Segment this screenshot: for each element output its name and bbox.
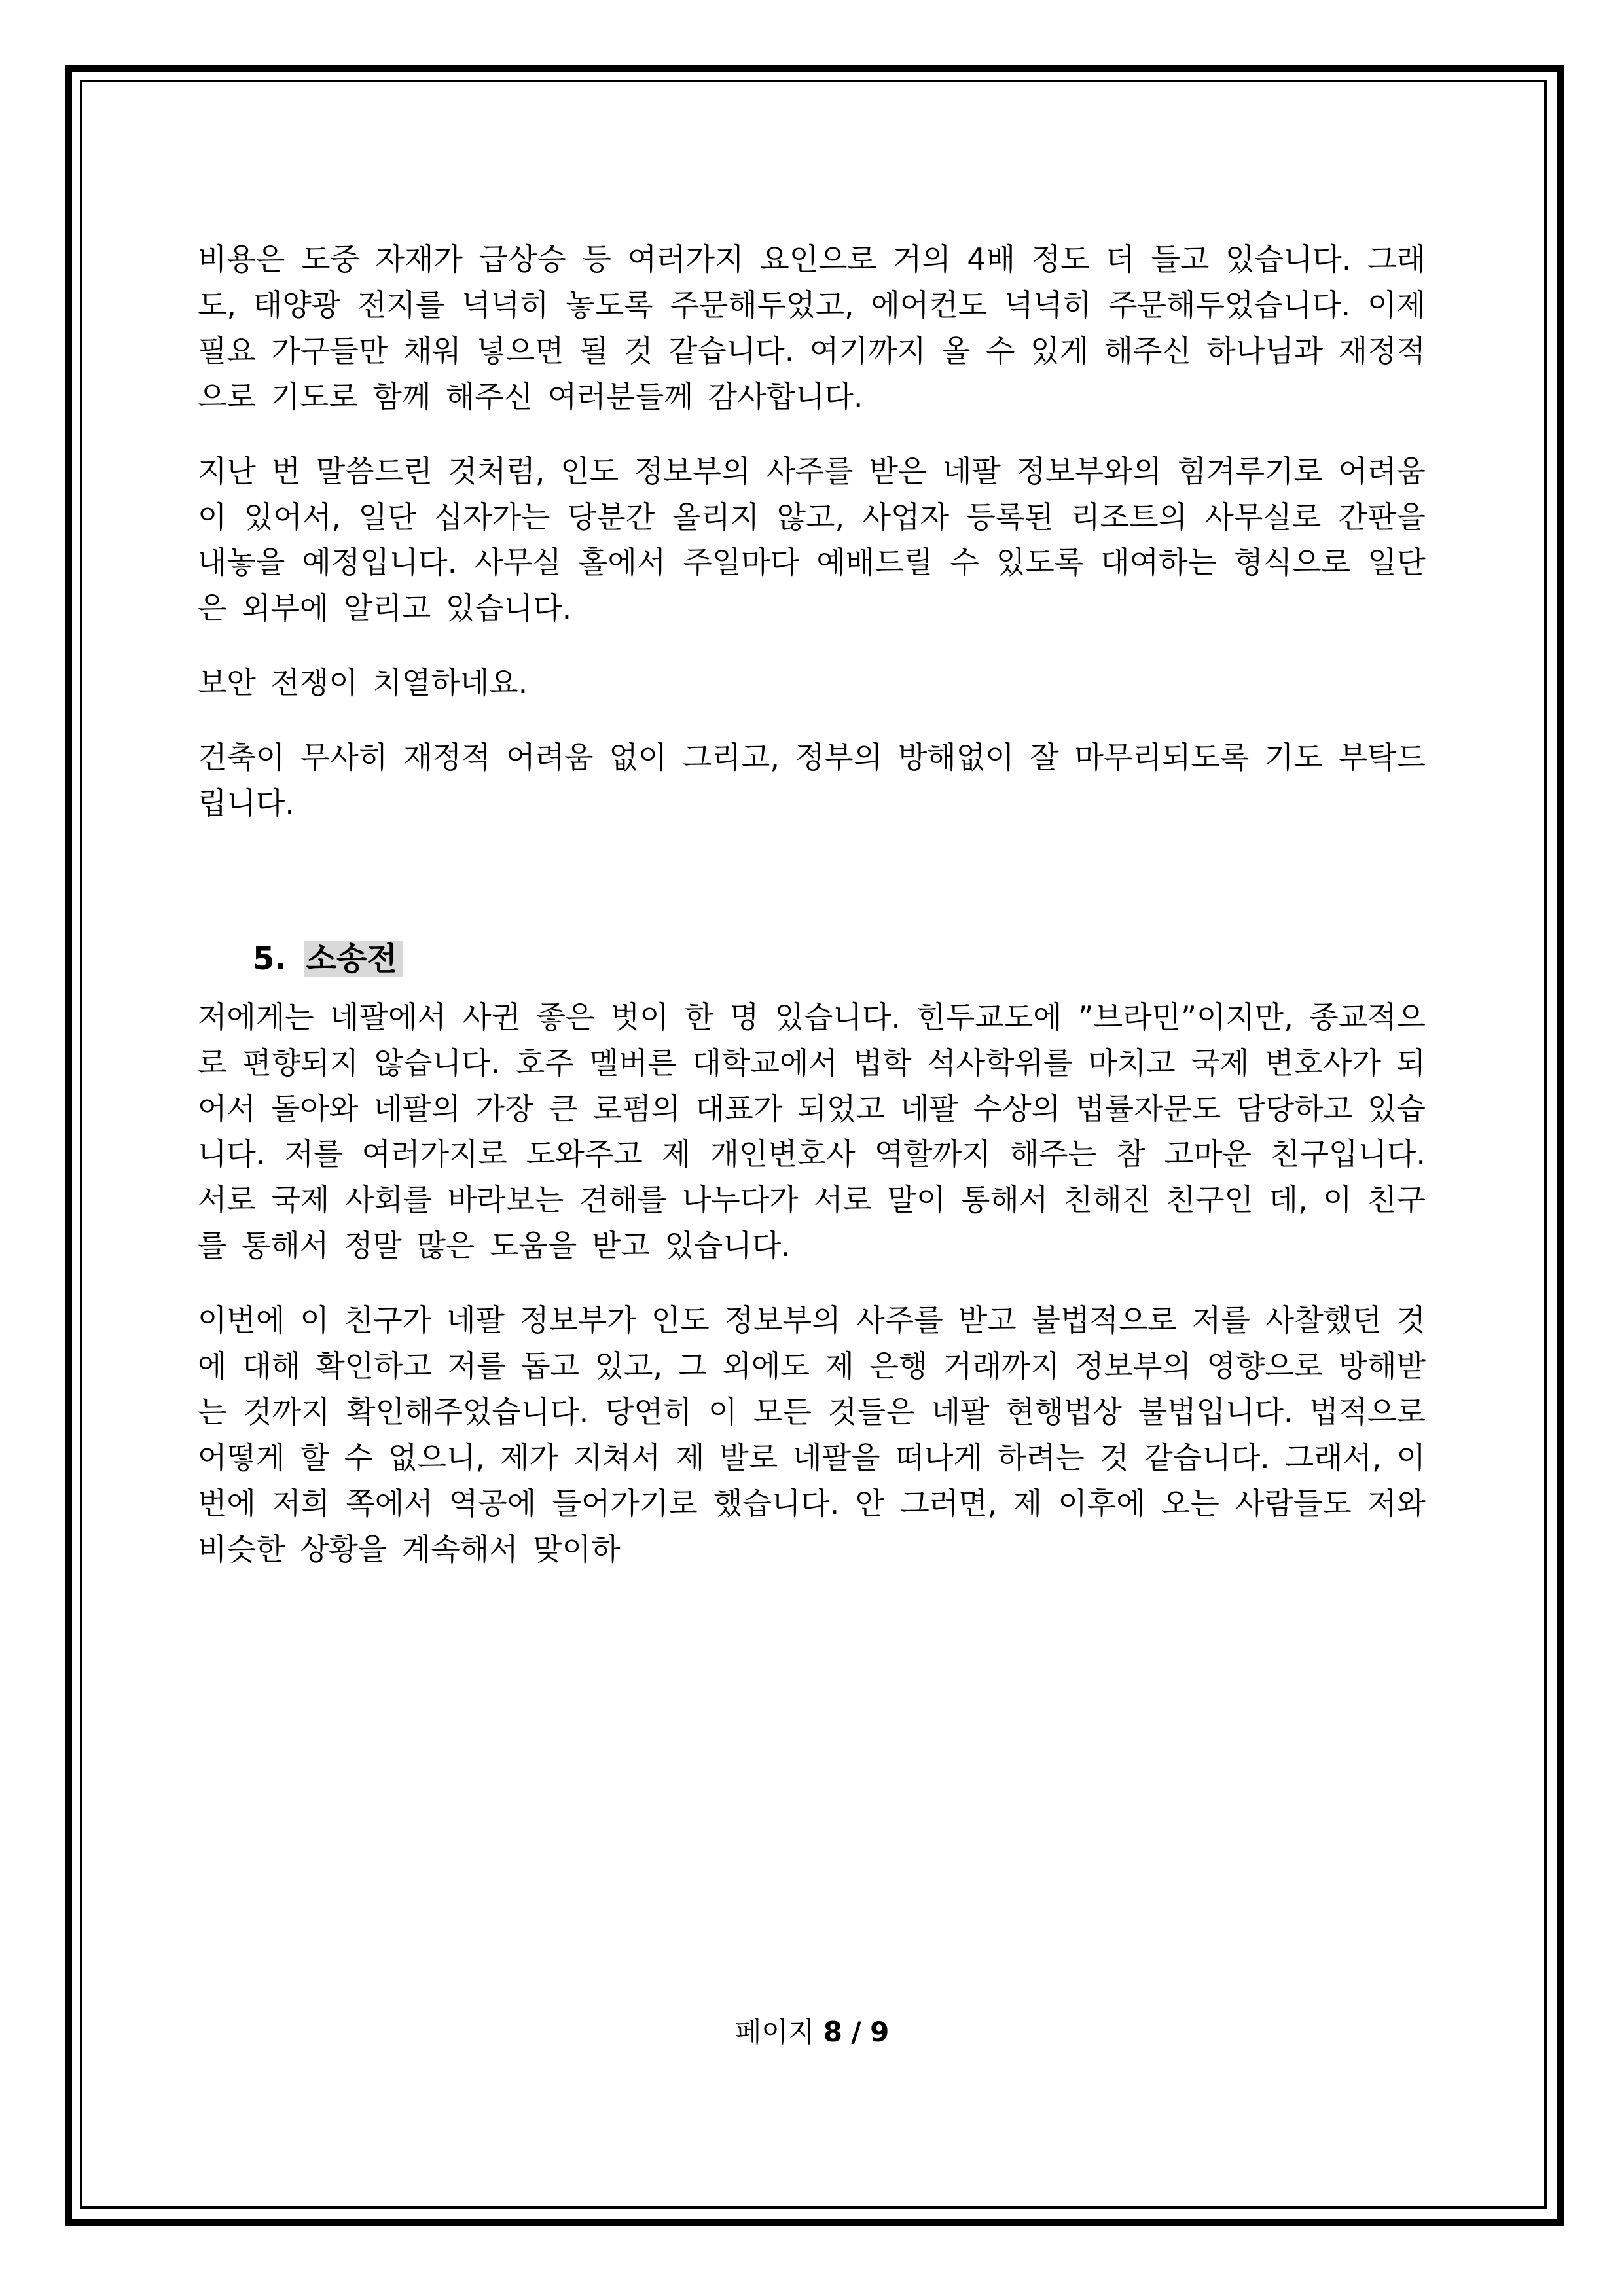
page-label: 페이지 [734, 2016, 815, 2048]
paragraph: 저에게는 네팔에서 사귄 좋은 벗이 한 명 있습니다. 힌두교도에 ”브라민”이지만, 종교적으로 편향되지 않습니다. 호주 멜버른 대학교에서 법학 석사학위를 마치고 국제 변호사가 되어서 돌아와 네팔의 가장 큰 로펌의 대표가 되었고 네팔 수상의 법률자문도 담당하고 있습니다. 저를 여러가지로 도와주고 제 개인변호사 역할까지 해주는 참 고마운 친구입니다. 서로 국제 사회를 바라보는 견해를 나누다가 서로 말이 통해서 친해진 친구인 데, 이 친구를 통해서 정말 많은 도움을 받고 있습니다. [198, 999, 1426, 1264]
section-heading [253, 934, 1426, 984]
page-separator: / [851, 2016, 861, 2048]
page-footer [0, 2016, 1624, 2049]
section-title: 소송전 [304, 941, 403, 977]
section-spacer [198, 855, 1426, 934]
paragraph: 비용은 도중 자재가 급상승 등 여러가지 요인으로 거의 4배 정도 더 들고 있습니다. 그래도, 태양광 전지를 넉넉히 놓도록 주문해두었고, 에어컨도 넉넉히 주문해두었습니다. 이제 필요 가구들만 채워 넣으면 될 것 같습니다. 여기까지 올 수 있게 해주신 하나님과 재정적으로 기도로 함께 해주신 여러분들께 감사합니다. [198, 242, 1426, 414]
paragraph: 보안 전쟁이 치열하네요. [198, 665, 528, 701]
paragraph: 이번에 이 친구가 네팔 정보부가 인도 정보부의 사주를 받고 불법적으로 저를 사찰했던 것에 대해 확인하고 저를 돕고 있고, 그 외에도 제 은행 거래까지 정보부의 영향으로 방해받는 것까지 확인해주었습니다. 당연히 이 모든 것들은 네팔 현행법상 불법입니다. 법적으로 어떻게 할 수 없으니, 제가 지쳐서 제 발로 네팔을 떠나게 하려는 것 같습니다. 그래서, 이번에 저희 쪽에서 역공에 들어가기로 했습니다. 안 그러면, 제 이후에 오는 사람들도 저와 비슷한 상황을 계속해서 맞이하 [198, 1302, 1426, 1567]
paragraph: 지난 번 말씀드린 것처럼, 인도 정보부의 사주를 받은 네팔 정보부와의 힘겨루기로 어려움이 있어서, 일단 십자가는 당분간 올리지 않고, 사업자 등록된 리조트의 사무실로 간판을 내놓을 예정입니다. 사무실 홀에서 주일마다 예배드릴 수 있도록 대여하는 형식으로 일단은 외부에 알리고 있습니다. [198, 453, 1426, 626]
section-number: 5. [253, 940, 287, 977]
page-total: 9 [870, 2016, 890, 2048]
document-body [198, 237, 1426, 1602]
paragraph: 건축이 무사히 재정적 어려움 없이 그리고, 정부의 방해없이 잘 마무리되도록 기도 부탁드립니다. [198, 740, 1426, 821]
page-current: 8 [823, 2016, 842, 2048]
